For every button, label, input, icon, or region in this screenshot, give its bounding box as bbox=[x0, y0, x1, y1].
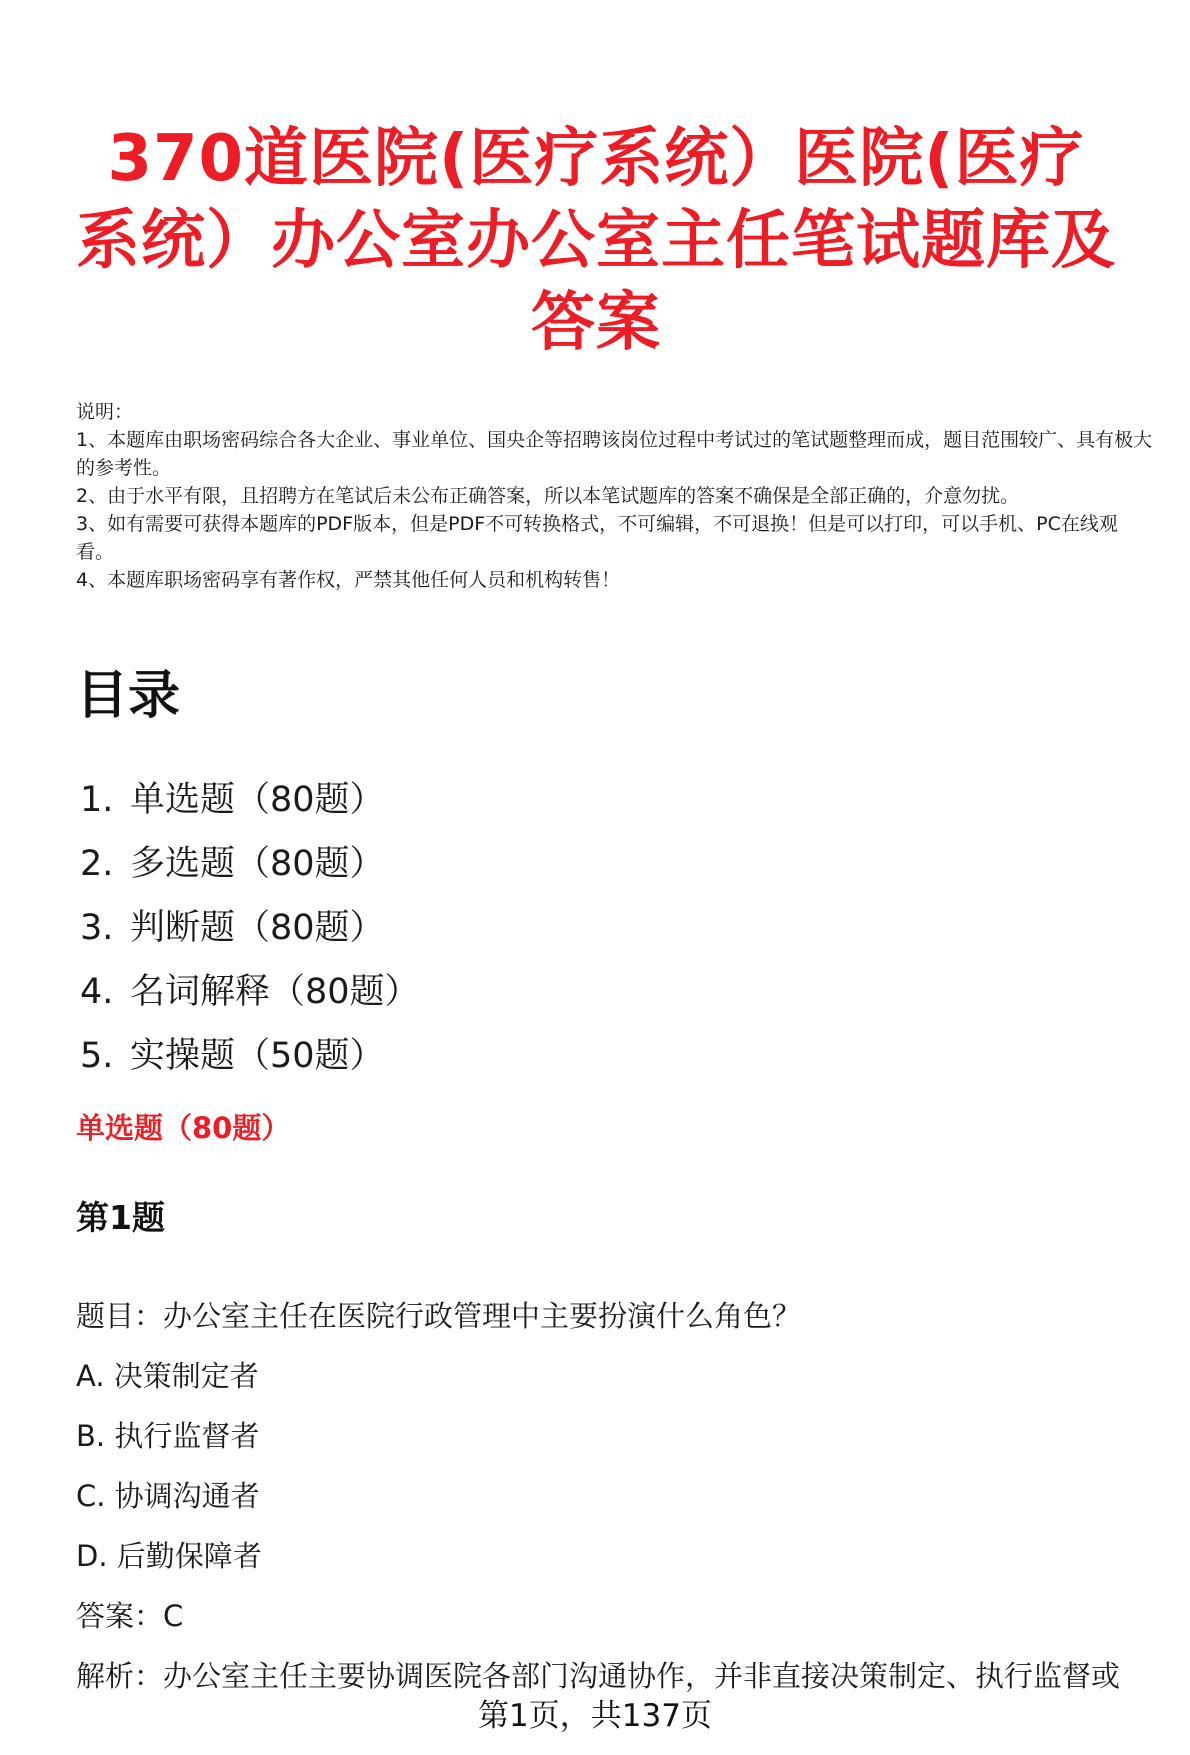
toc-item-number: 2. bbox=[80, 844, 114, 884]
option-a: A. 决策制定者 bbox=[76, 1359, 259, 1393]
section-heading: 单选题（80题） bbox=[76, 1111, 291, 1145]
page-footer: 第1页，共137页 bbox=[478, 1698, 712, 1734]
instruction-item: 1、本题库由职场密码综合各大企业、事业单位、国央企等招聘该岗位过程中考试过的笔试题整理而成，题目范围较广、具有极大的参考性。 bbox=[76, 429, 1153, 479]
toc-item-label: 判断题（80题） bbox=[130, 908, 385, 948]
toc-item-number: 4. bbox=[80, 972, 114, 1012]
toc-item-label: 多选题（80题） bbox=[130, 844, 385, 884]
answer-line: 答案：C bbox=[76, 1599, 184, 1633]
table-of-contents bbox=[80, 768, 420, 1088]
toc-item[interactable] bbox=[80, 768, 420, 832]
instructions-block bbox=[76, 398, 1154, 594]
toc-item[interactable] bbox=[80, 1024, 420, 1088]
toc-item-number: 5. bbox=[80, 1036, 114, 1076]
toc-heading: 目录 bbox=[76, 666, 181, 726]
option-c: C. 协调沟通者 bbox=[76, 1479, 260, 1513]
question-number: 第1题 bbox=[76, 1198, 165, 1237]
toc-item[interactable] bbox=[80, 960, 420, 1024]
analysis-line: 解析：办公室主任主要协调医院各部门沟通协作，并非直接决策制定、执行监督或 bbox=[76, 1659, 1121, 1693]
instructions-heading: 说明： bbox=[76, 401, 134, 423]
option-d: D. 后勤保障者 bbox=[76, 1539, 262, 1573]
option-b: B. 执行监督者 bbox=[76, 1419, 260, 1453]
toc-item-label: 实操题（50题） bbox=[130, 1036, 385, 1076]
toc-item-label: 名词解释（80题） bbox=[130, 972, 420, 1012]
toc-item-number: 1. bbox=[80, 780, 114, 820]
instruction-item: 4、本题库职场密码享有著作权，严禁其他任何人员和机构转售！ bbox=[76, 569, 621, 591]
toc-item-number: 3. bbox=[80, 908, 114, 948]
instruction-item: 3、如有需要可获得本题库的PDF版本，但是PDF不可转换格式，不可编辑，不可退换！但是可以打印，可以手机、PC在线观看。 bbox=[76, 513, 1118, 563]
document-title: 370道医院(医疗系统）医院(医疗系统）办公室办公室主任笔试题库及答案 bbox=[76, 122, 1116, 360]
instruction-item: 2、由于水平有限，且招聘方在笔试后未公布正确答案，所以本笔试题库的答案不确保是全部正确的，介意勿扰。 bbox=[76, 485, 1020, 507]
toc-item[interactable] bbox=[80, 832, 420, 896]
toc-item[interactable] bbox=[80, 896, 420, 960]
question-prompt: 题目：办公室主任在医院行政管理中主要扮演什么角色？ bbox=[76, 1299, 802, 1333]
toc-item-label: 单选题（80题） bbox=[130, 780, 385, 820]
